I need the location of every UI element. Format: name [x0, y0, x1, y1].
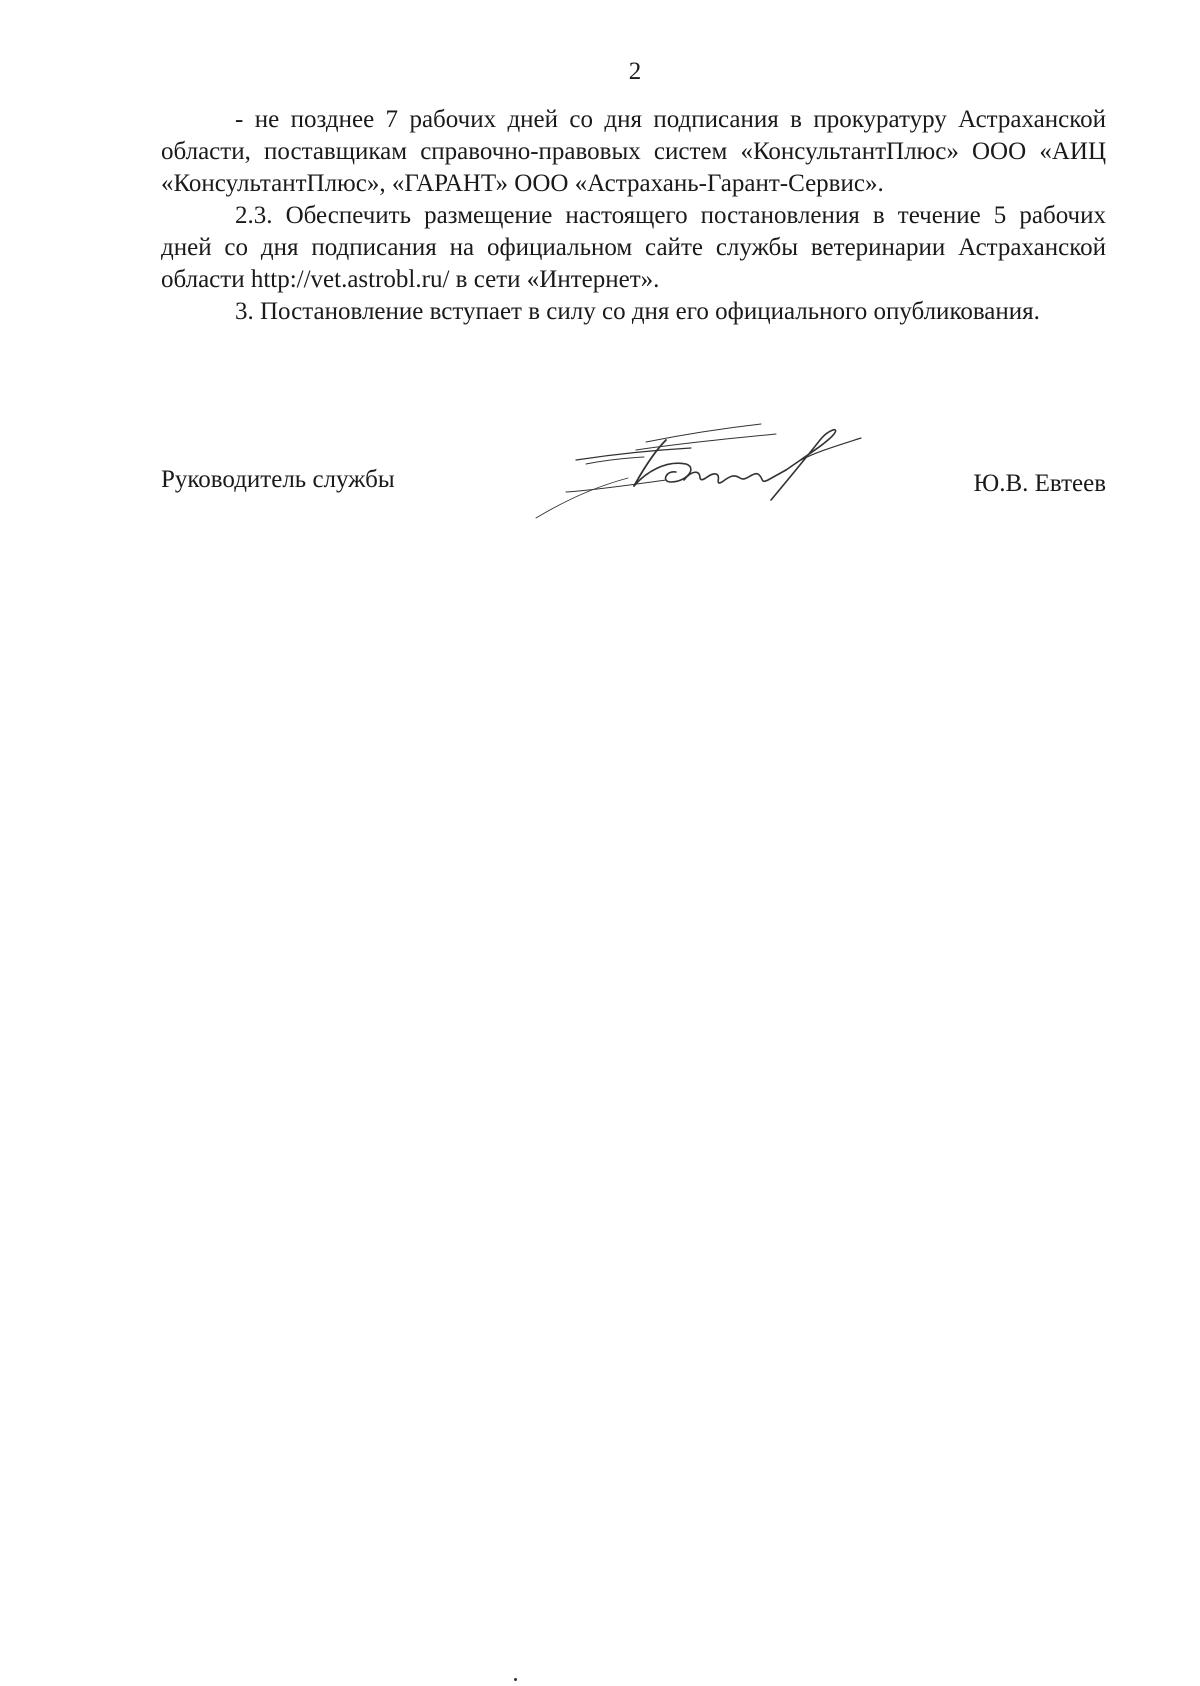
paragraph-3-entry-into-force: 3. Постановление вступает в силу со дня его официального опубликования.	[235, 298, 1040, 325]
signature-block	[161, 420, 1106, 520]
handwritten-signature	[516, 420, 876, 520]
paragraph-publication-recipients: - не позднее 7 рабочих дней со дня подписания в прокуратуру Астраханской области, поставщикам справочно-правовых систем «КонсультантПлюс» ООО «АИЦ «КонсультантПлюс», «ГАРАНТ» ООО «Астрахань-Гарант-Сервис».	[161, 106, 1106, 197]
scan-artifact-dot	[514, 1678, 517, 1681]
signatory-position: Руководитель службы	[161, 466, 395, 493]
paragraph-2-3-website-posting: 2.3. Обеспечить размещение настоящего постановления в течение 5 рабочих дней со дня подписания на официальном сайте службы ветеринарии Астраханской области http://vet.astrobl.ru/ в сети «Интернет».	[161, 202, 1106, 293]
page-number: 2	[628, 58, 642, 85]
signatory-name: Ю.В. Евтеев	[973, 470, 1106, 497]
document-body	[161, 104, 1106, 328]
